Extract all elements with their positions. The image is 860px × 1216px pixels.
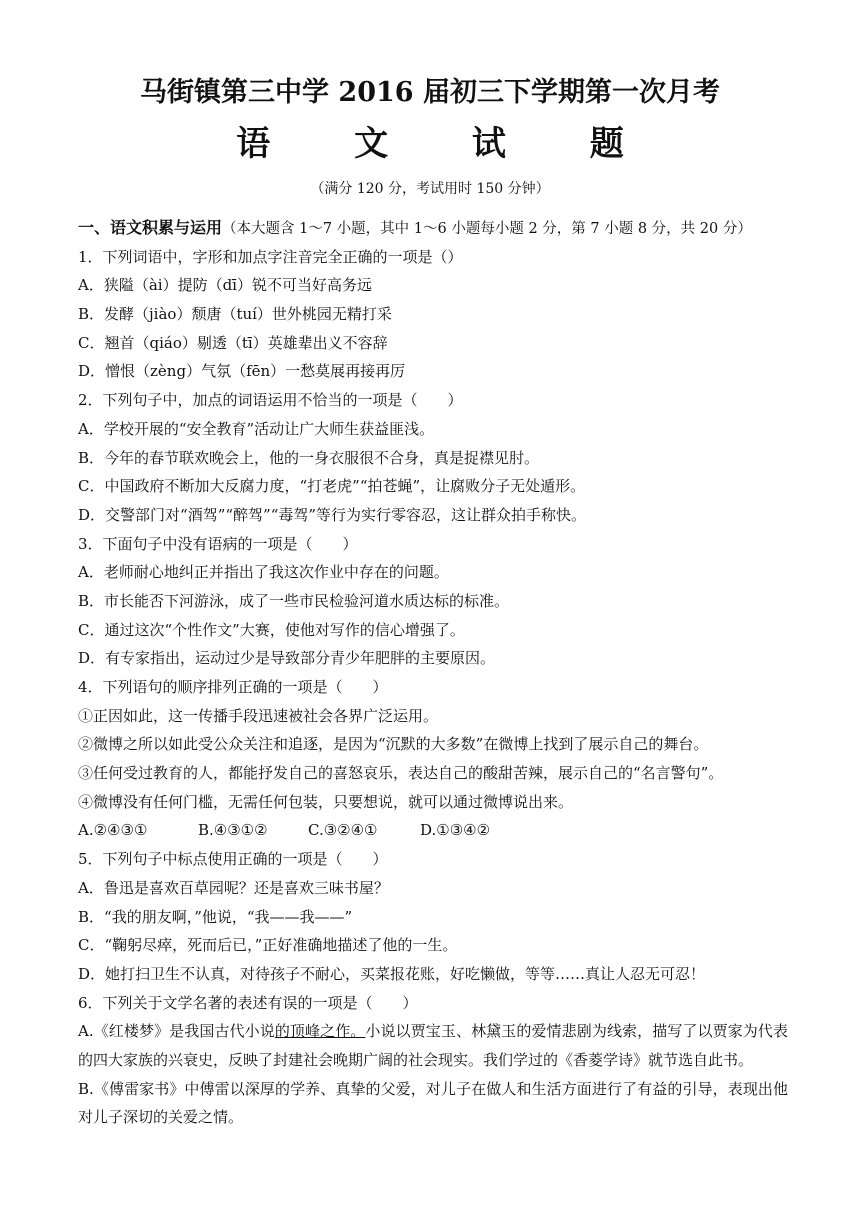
question-5-option-d: D．她打扫卫生不认真，对待孩子不耐心，买菜报花账，好吃懒做，等等……真让人忍无可忍！ <box>78 964 706 983</box>
section-title: 一、语文积累与运用 <box>78 218 223 237</box>
question-3-option-b: B．市长能否下河游泳，成了一些市民检验河道水质达标的标准。 <box>78 591 510 610</box>
question-2-option-a: A．学校开展的“安全教育”活动让广大师生获益匪浅。 <box>78 419 435 438</box>
question-1-option-a: A．狭隘（ài）提防（dī）锐不可当好高务远 <box>78 276 372 295</box>
question-4-sentence-4: ④微博没有任何门槛，无需任何包装，只要想说，就可以通过微博说出来。 <box>78 792 574 811</box>
question-4-option-b: B.④③①② <box>198 821 268 840</box>
question-3-stem: 3．下面句子中没有语病的一项是（ ） <box>78 534 358 553</box>
question-1-option-d: D．憎恨（zèng）气氛（fēn）一愁莫展再接再厉 <box>78 362 406 381</box>
question-4-option-a: A.②④③① <box>78 821 148 840</box>
q6-a-underlined: 的顶峰之作。 <box>274 1022 366 1041</box>
q6-a-text-end: 小说以贾宝玉、林黛玉的爱情悲剧为线索，描写了以贾家为代表的四大家族的兴衰史，反映了封建社会晚期广阔的社会现实。我们学过的《香菱学诗》就节选自此书。 <box>78 1022 788 1069</box>
exam-note: （满分 120 分，考试用时 150 分钟） <box>310 181 550 197</box>
section-note: （本大题含 1～7 小题，其中 1～6 小题每小题 2 分，第 7 小题 8 分，共 20 分） <box>222 221 752 237</box>
question-6-option-b: B.《傅雷家书》中傅雷以深厚的学养、真挚的父爱，对儿子在做人和生活方面进行了有益的引导，表现出他对儿子深切的关爱之情。 <box>78 1079 788 1127</box>
question-4-sentence-3: ③任何受过教育的人，都能抒发自己的喜怒哀乐，表达自己的酸甜苦辣，展示自己的“名言警句”。 <box>78 764 724 783</box>
question-5-stem: 5．下列句子中标点使用正确的一项是（ ） <box>78 850 388 869</box>
question-3-option-c: C．通过这次“个性作文”大赛，使他对写作的信心增强了。 <box>78 620 465 639</box>
question-2-stem: 2．下列句子中，加点的词语运用不恰当的一项是（ ） <box>78 391 463 410</box>
q6-a-text-start: A.《红楼梦》是我国古代小说 <box>78 1022 275 1041</box>
section-heading <box>78 214 788 243</box>
question-1-stem: 1．下列词语中，字形和加点字注音完全正确的一项是（） <box>78 247 463 266</box>
question-4-option-c: C.③②④① <box>308 821 378 840</box>
question-3-option-a: A．老师耐心地纠正并指出了我这次作业中存在的问题。 <box>78 563 449 582</box>
question-2-option-d: D．交警部门对“酒驾”“醉驾”“毒驾”等行为实行零容忍，这让群众拍手称快。 <box>78 505 587 524</box>
question-2-option-c: C．中国政府不断加大反腐力度，“打老虎”“拍苍蝇”，让腐败分子无处遁形。 <box>78 477 586 496</box>
question-6-stem: 6．下列关于文学名著的表述有误的一项是（ ） <box>78 993 418 1012</box>
question-4-option-d: D.①③④② <box>420 821 491 840</box>
exam-content <box>78 214 788 1132</box>
question-4-sentence-1: ①正因如此，这一传播手段迅速被社会各界广泛运用。 <box>78 706 439 725</box>
question-1-option-c: C．翘首（qiáo）剔透（tī）英雄辈出义不容辞 <box>78 333 388 352</box>
question-5-option-a: A．鲁迅是喜欢百草园呢？还是喜欢三味书屋？ <box>78 878 389 897</box>
question-1-option-b: B．发酵（jiào）颓唐（tuí）世外桃园无精打采 <box>78 305 392 324</box>
question-5-option-b: B．“我的朋友啊，”他说，“我——我——” <box>78 907 353 926</box>
question-4-stem: 4．下列语句的顺序排列正确的一项是（ ） <box>78 678 388 696</box>
question-2-option-b: B．今年的春节联欢晚会上，他的一身衣服很不合身，真是捉襟见肘。 <box>78 448 540 467</box>
question-3-option-d: D．有专家指出，运动过少是导致部分青少年肥胖的主要原因。 <box>78 649 496 668</box>
question-6-option-a <box>78 1017 788 1074</box>
question-4-sentence-2: ②微博之所以如此受公众关注和追逐，是因为“沉默的大多数”在微博上找到了展示自己的舞台。 <box>78 735 709 754</box>
question-4-options <box>78 816 788 845</box>
subject-title: 语 文 试 题 <box>236 124 660 164</box>
question-5-option-c: C．“鞠躬尽瘁，死而后已，”正好准确地描述了他的一生。 <box>78 936 458 955</box>
exam-title: 马街镇第三中学 2016 届初三下学期第一次月考 <box>140 77 720 108</box>
